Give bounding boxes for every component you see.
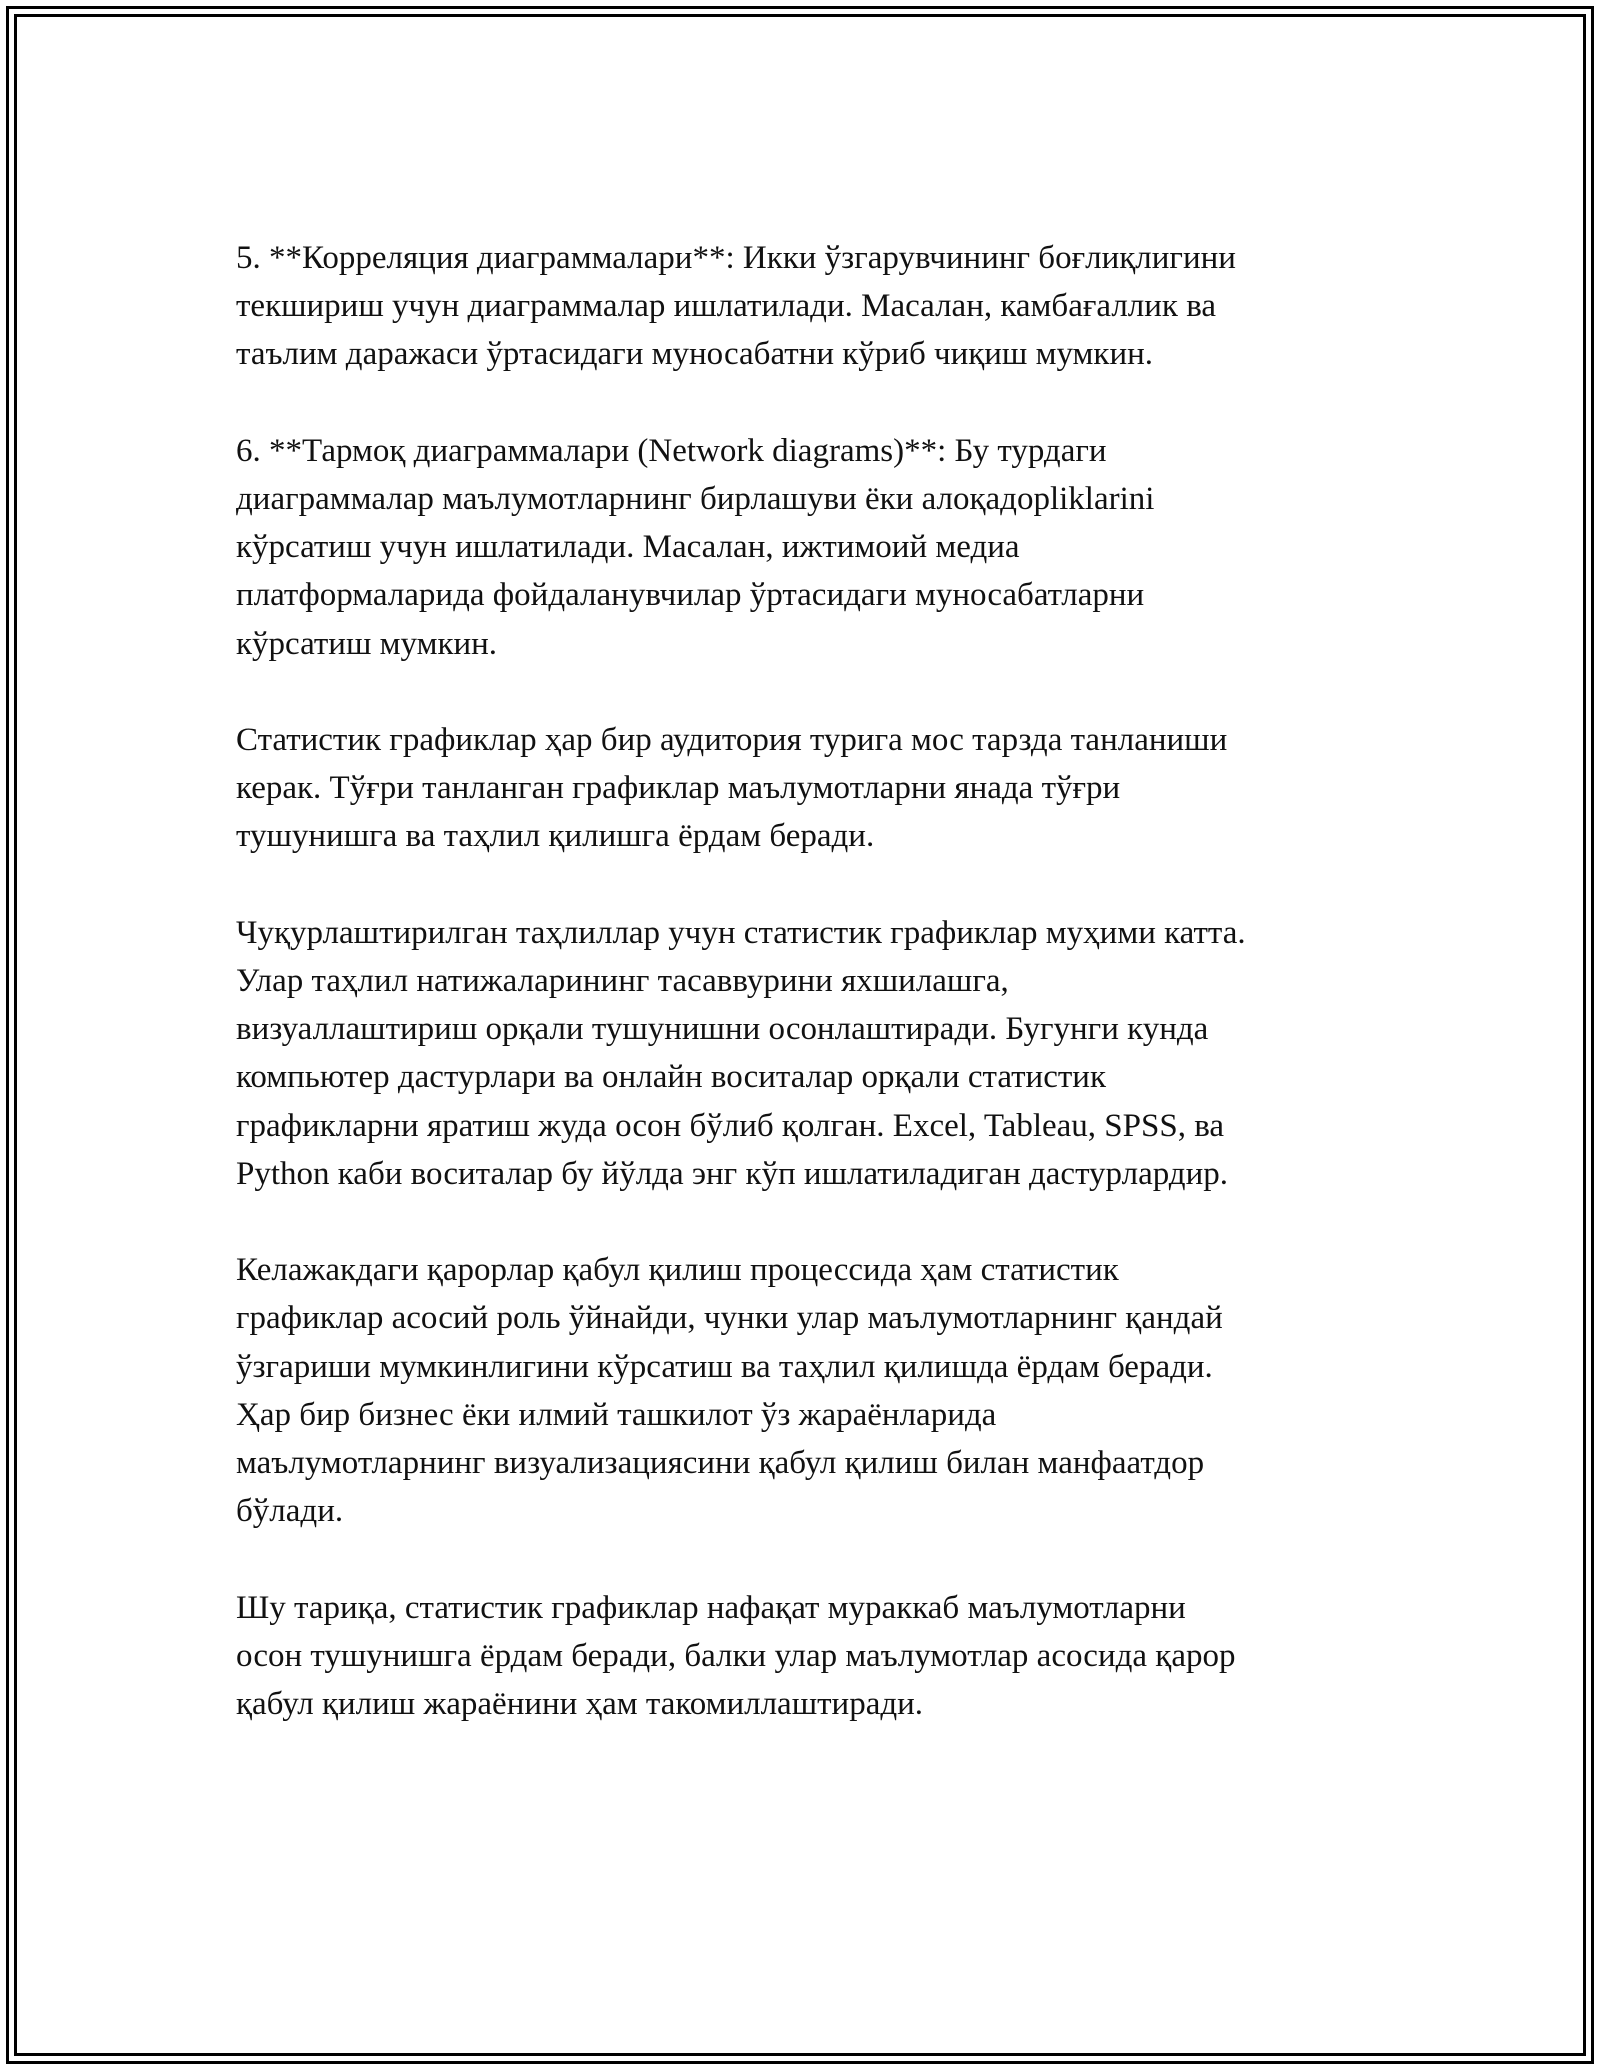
text-line: кўрсатиш учун ишлатилади. Масалан, ижтимоий медиа: [236, 529, 1020, 566]
text-line: Python каби воситалар бу йўлда энг кўп ишлатиладиган дастурлардир.: [236, 1155, 1228, 1192]
text-line: маълумотларнинг визуализациясини қабул қилиш билан манфаатдор: [236, 1445, 1205, 1482]
paragraph-conclusion: [236, 1584, 1386, 1729]
text-line: 6. **Тармоқ диаграммалари (Network diagrams)**: Бу турдаги: [236, 432, 1107, 469]
text-line: бўлади.: [236, 1493, 344, 1530]
text-line: тушунишга ва таҳлил қилишга ёрдам беради.: [236, 818, 875, 855]
paragraph-deep-analysis: [236, 909, 1386, 1198]
text-line: диаграммалар маълумотларнинг бирлашуви ёки алоқадорliklarini: [236, 481, 1155, 517]
text-line: қабул қилиш жараёнини ҳам такомиллаштиради.: [236, 1686, 924, 1723]
text-line: Келажакдаги қарорлар қабул қилиш процессида ҳам статистик: [236, 1252, 1119, 1289]
text-line: Ҳар бир бизнес ёки илмий ташкилот ўз жараёнларида: [236, 1396, 997, 1433]
text-line: текшириш учун диаграммалар ишлатилади. Масалан, камбағаллик ва: [236, 288, 1216, 325]
paragraph-network-diagrams: [236, 427, 1386, 668]
text-line: 5. **Корреляция диаграммалари**: Икки ўзгарувчининг боғлиқлигини: [236, 240, 1236, 276]
text-line: кўрсатиш мумкин.: [236, 625, 498, 662]
text-line: платформаларида фойдаланувчилар ўртасидаги муносабатларни: [236, 577, 1145, 614]
paragraph-audience-selection: [236, 716, 1386, 861]
text-line: компьютер дастурлари ва онлайн воситалар орқали статистик: [236, 1059, 1106, 1096]
document-body: [236, 234, 1386, 1776]
paragraph-correlation-diagrams: [236, 234, 1386, 379]
text-line: графиклар асосий роль ўйнайди, чунки улар маълумотларнинг қандай: [236, 1300, 1223, 1337]
text-line: осон тушунишга ёрдам беради, балки улар маълумотлар асосида қарор: [236, 1637, 1236, 1674]
paragraph-future-decisions: [236, 1246, 1386, 1535]
text-line: Шу тариқа, статистик графиклар нафақат мураккаб маълумотларни: [236, 1589, 1186, 1626]
text-line: керак. Тўғри танланган графиклар маълумотларни янада тўғри: [236, 770, 1121, 807]
text-line: Улар таҳлил натижаларининг тасаввурини яхшилашга,: [236, 963, 1009, 999]
text-line: Статистик графиклар ҳар бир аудитория турига мос тарзда танланиши: [236, 722, 1228, 758]
text-line: ўзгариши мумкинлигини кўрсатиш ва таҳлил қилишда ёрдам беради.: [236, 1348, 1213, 1385]
text-line: таълим даражаси ўртасидаги муносабатни кўриб чиқиш мумкин.: [236, 336, 1154, 373]
text-line: визуаллаштириш орқали тушунишни осонлаштиради. Бугунги кунда: [236, 1011, 1209, 1048]
text-line: графикларни яратиш жуда осон бўлиб қолган. Excel, Tableau, SPSS, ва: [236, 1107, 1225, 1144]
text-line: Чуқурлаштирилган таҳлиллар учун статистик графиклар муҳими катта.: [236, 914, 1246, 951]
